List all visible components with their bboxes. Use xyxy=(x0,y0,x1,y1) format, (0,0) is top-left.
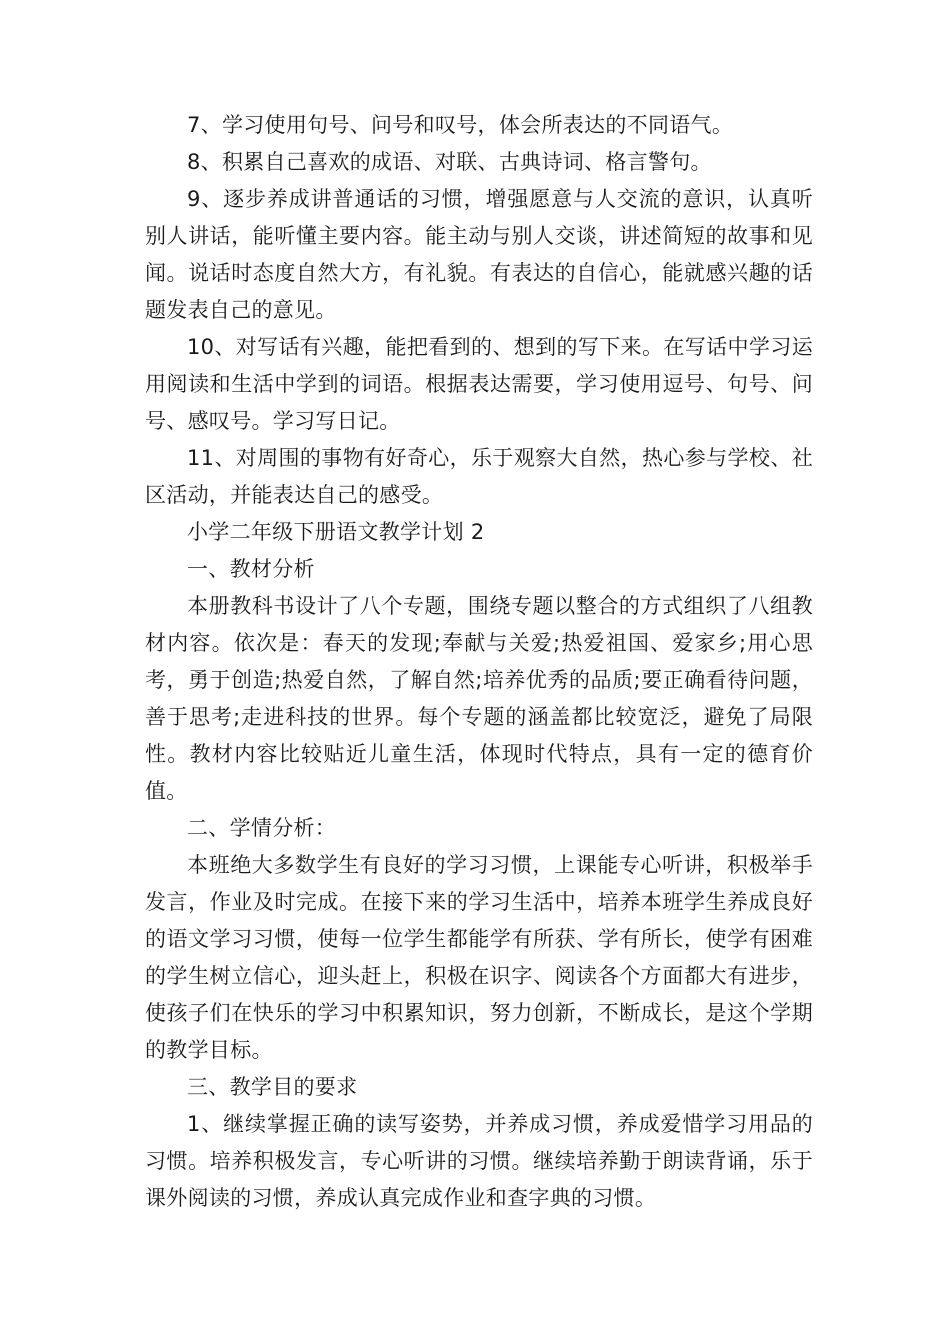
document-page xyxy=(145,107,813,1217)
section-heading-2: 二、学情分析： xyxy=(187,816,337,840)
section-body-3-item-1: 1、继续掌握正确的读写姿势，并养成习惯，养成爱惜学习用品的习惯。培养积极发言，专心听讲的习惯。继续培养勤于朗读背诵，乐于课外阅读的习惯，养成认真完成作业和查字典的习惯。 xyxy=(145,1112,813,1210)
list-item-11: 11、对周围的事物有好奇心，乐于观察大自然，热心参与学校、社区活动，并能表达自己的感受。 xyxy=(145,446,813,507)
list-item-10: 10、对写话有兴趣，能把看到的、想到的写下来。在写话中学习运用阅读和生活中学到的词语。根据表达需要，学习使用逗号、句号、问号、感叹号。学习写日记。 xyxy=(145,335,813,433)
list-item-8: 8、积累自己喜欢的成语、对联、古典诗词、格言警句。 xyxy=(187,150,712,174)
document-title: 小学二年级下册语文教学计划 2 xyxy=(187,520,485,544)
section-body-2: 本班绝大多数学生有良好的学习习惯，上课能专心听讲，积极举手发言，作业及时完成。在接下来的学习生活中，培养本班学生养成良好的语文学习习惯，使每一位学生都能学有所获、学有所长，使学有困难的学生树立信心，迎头赶上，积极在识字、阅读各个方面都大有进步，使孩子们在快乐的学习中积累知识，努力创新，不断成长，是这个学期的教学目标。 xyxy=(145,853,813,1062)
section-body-1: 本册教科书设计了八个专题，围绕专题以整合的方式组织了八组教材内容。依次是：春天的发现;奉献与关爱;热爱祖国、爱家乡;用心思考，勇于创造;热爱自然，了解自然;培养优秀的品质;要正确看待问题，善于思考;走进科技的世界。每个专题的涵盖都比较宽泛，避免了局限性。教材内容比较贴近儿童生活，体现时代特点，具有一定的德育价值。 xyxy=(145,594,813,803)
section-heading-3: 三、教学目的要求 xyxy=(187,1075,358,1099)
list-item-9: 9、逐步养成讲普通话的习惯，增强愿意与人交流的意识，认真听别人讲话，能听懂主要内容。能主动与别人交谈，讲述简短的故事和见闻。说话时态度自然大方，有礼貌。有表达的自信心，能就感兴趣的话题发表自己的意见。 xyxy=(145,187,813,322)
list-item-7: 7、学习使用句号、问号和叹号，体会所表达的不同语气。 xyxy=(187,113,734,137)
section-heading-1: 一、教材分析 xyxy=(187,557,315,581)
